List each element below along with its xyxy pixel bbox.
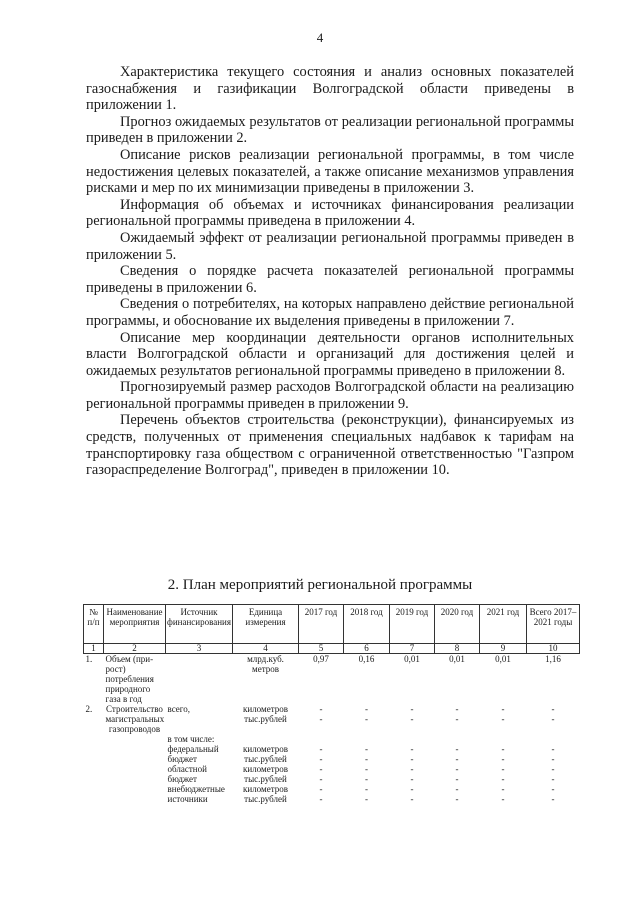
value-2021: - - xyxy=(501,744,505,764)
value-2017: 0,97 xyxy=(313,654,329,664)
body-text xyxy=(86,64,574,479)
col-number: 3 xyxy=(166,644,233,654)
row-unit: километров тыс.рублей xyxy=(243,704,288,724)
paragraph-appendix-3: Описание рисков реализации региональной программы, в том числе недостижения целевых показателей, а также описание механизмов управления рисками и мер по их минимизации приведены в приложении 3. xyxy=(86,146,574,197)
empty-cell xyxy=(435,734,480,744)
row-source: всего, xyxy=(167,704,191,714)
empty-cell xyxy=(84,734,104,744)
plan-table xyxy=(83,604,580,804)
header-2017: 2017 год xyxy=(299,605,344,644)
value-2020: - - xyxy=(455,704,459,724)
header-2019: 2019 год xyxy=(390,605,435,644)
row-name: Строительство магистральных газопроводов xyxy=(105,704,165,734)
row-source: областной бюджет xyxy=(167,764,207,784)
value-2017: - - xyxy=(319,704,323,724)
value-2019: - - xyxy=(410,764,414,784)
col-number: 9 xyxy=(480,644,527,654)
value-total: - - xyxy=(551,784,555,804)
value-2020: - - xyxy=(455,784,459,804)
value-2017: - - xyxy=(319,764,323,784)
paragraph-appendix-8: Описание мер координации деятельности органов исполнительных власти Волгоградской области и организаций для достижения целей и ожидаемых результатов региональной программы приведено в приложении 8. xyxy=(86,329,574,379)
table-row xyxy=(84,764,580,784)
value-2019: - - xyxy=(410,744,414,764)
value-2018: - - xyxy=(365,784,368,804)
header-2020: 2020 год xyxy=(435,605,480,644)
page-number: 4 xyxy=(316,30,324,45)
value-2021: 0,01 xyxy=(495,654,511,664)
value-total: - - xyxy=(551,704,555,724)
empty-cell xyxy=(104,744,166,764)
header-unit: Единица измерения xyxy=(233,605,299,644)
header-num: № п/п xyxy=(84,605,104,644)
section-title: 2. План мероприятий региональной программы xyxy=(167,577,473,593)
empty-cell xyxy=(527,734,580,744)
table-column-numbers xyxy=(84,644,580,654)
header-2018: 2018 год xyxy=(344,605,390,644)
paragraph-appendix-9: Прогнозируемый размер расходов Волгоградской области на реализацию региональной программы приведен в приложении 9. xyxy=(86,379,574,412)
header-total: Всего 2017–2021 годы xyxy=(527,605,580,644)
value-2019: 0,01 xyxy=(404,654,420,664)
value-2018: - - xyxy=(365,704,368,724)
paragraph-appendix-5: Ожидаемый эффект от реализации региональной программы приведен в приложении 5. xyxy=(86,229,574,263)
empty-cell xyxy=(84,744,104,764)
table-row xyxy=(84,734,580,744)
subheading-including: в том числе: xyxy=(167,734,215,744)
value-2018: - - xyxy=(365,744,368,764)
row-unit: километров тыс.рублей xyxy=(243,784,288,804)
row-unit: млрд.куб. метров xyxy=(247,654,284,674)
value-2017: - - xyxy=(319,784,323,804)
empty-cell xyxy=(299,734,344,744)
col-number: 4 xyxy=(233,644,299,654)
row-source xyxy=(166,654,233,705)
table-row xyxy=(84,784,580,804)
table-row xyxy=(84,744,580,764)
paragraph-appendix-10: Перечень объектов строительства (реконструкции), финансируемых из средств, полученных от применения специальных надбавок к тарифам на транспортировку газа обществом с ограниченной ответственностью "Газпром газораспределение Волгоград", приведен в приложении 10. xyxy=(86,412,574,479)
col-number: 1 xyxy=(84,644,104,654)
empty-cell xyxy=(104,764,166,784)
value-total: 1,16 xyxy=(545,654,561,664)
row-unit: километров тыс.рублей xyxy=(243,744,288,764)
value-2019: - - xyxy=(410,784,414,804)
paragraph-appendix-2: Прогноз ожидаемых результатов от реализации региональной программы приведен в приложении 2. xyxy=(86,113,574,147)
table-header-row xyxy=(84,605,580,644)
value-2021: - - xyxy=(501,704,505,724)
value-2018: - - xyxy=(365,764,368,784)
empty-cell xyxy=(84,784,104,804)
table-row xyxy=(84,654,580,705)
value-2021: - - xyxy=(501,784,505,804)
value-total: - - xyxy=(551,764,555,784)
value-2017: - - xyxy=(319,744,323,764)
col-number: 6 xyxy=(344,644,390,654)
row-name: Объем (прирост) потребления природного газа в год xyxy=(105,654,154,704)
empty-cell xyxy=(480,734,527,744)
col-number: 5 xyxy=(299,644,344,654)
value-2020: - - xyxy=(455,744,459,764)
value-2020: 0,01 xyxy=(449,654,465,664)
header-2021: 2021 год xyxy=(480,605,527,644)
col-number: 10 xyxy=(527,644,580,654)
row-number: 1. xyxy=(85,654,93,664)
header-source: Источник финансирования xyxy=(166,605,233,644)
empty-cell xyxy=(104,734,166,744)
paragraph-appendix-7: Сведения о потребителях, на которых направлено действие региональной программы, и обоснование их выделения приведены в приложении 7. xyxy=(86,296,574,329)
value-2019: - - xyxy=(410,704,414,724)
paragraph-appendix-1: Характеристика текущего состояния и анализ основных показателей газоснабжения и газификации Волгоградской области приведены в приложении 1. xyxy=(86,64,574,114)
empty-cell xyxy=(344,734,390,744)
empty-cell xyxy=(233,734,299,744)
row-source: внебюджетные источники xyxy=(167,784,225,804)
header-name: Наименование мероприятия xyxy=(104,605,166,644)
row-number: 2. xyxy=(85,704,93,714)
empty-cell xyxy=(84,764,104,784)
value-2020: - - xyxy=(455,764,459,784)
value-2018: 0,16 xyxy=(358,654,375,664)
row-unit: километров тыс.рублей xyxy=(243,764,288,784)
col-number: 7 xyxy=(390,644,435,654)
paragraph-appendix-4: Информация об объемах и источниках финансирования реализации региональной программы приведена в приложении 4. xyxy=(86,196,574,230)
empty-cell xyxy=(390,734,435,744)
col-number: 8 xyxy=(435,644,480,654)
table-row xyxy=(84,704,580,734)
col-number: 2 xyxy=(104,644,166,654)
value-2021: - - xyxy=(501,764,505,784)
value-total: - - xyxy=(551,744,555,764)
empty-cell xyxy=(104,784,166,804)
paragraph-appendix-6: Сведения о порядке расчета показателей региональной программы приведены в приложении 6. xyxy=(86,263,574,296)
row-source: федеральный бюджет xyxy=(167,744,219,764)
